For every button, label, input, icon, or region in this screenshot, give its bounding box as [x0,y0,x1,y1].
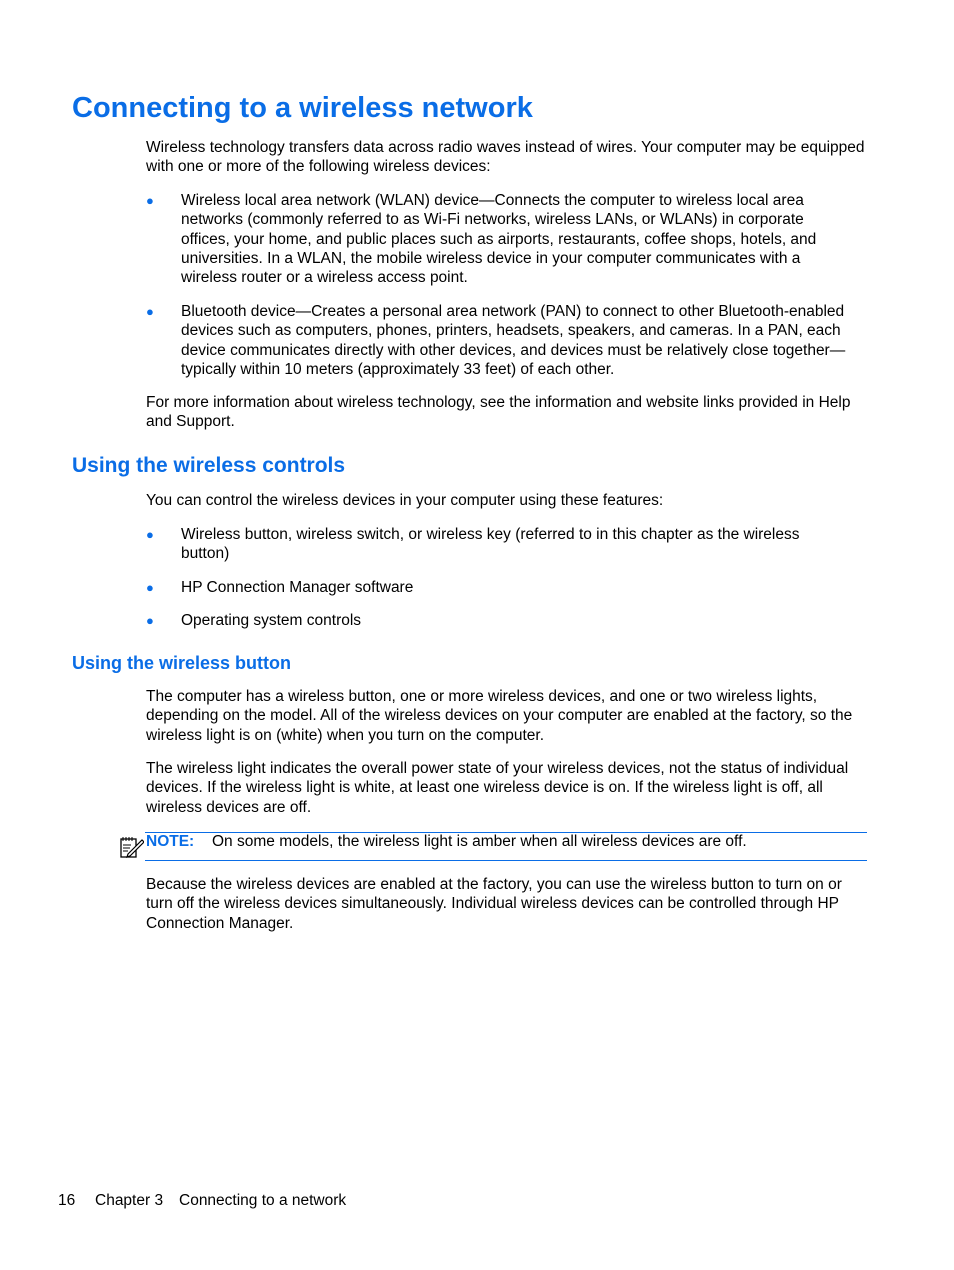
bullet-icon: ● [146,613,154,628]
list-item-text: Bluetooth device—Creates a personal area network (PAN) to connect to other Bluetooth-enabled devices such as computers, phones, printers, headsets, speakers, and cameras. In a PAN, each device communicates directly with other devices, and devices must be relatively close together—typically within 10 meters (approximately 33 feet) of each other. [181,303,846,378]
section-heading: Using the wireless controls [72,454,346,477]
page-footer [58,1191,346,1211]
note-box [118,832,867,861]
intro-paragraph: Wireless technology transfers data across radio waves instead of wires. Your computer may be equipped with one or more of the following wireless devices: [146,139,865,176]
bullet-icon: ● [146,193,154,208]
footer-chapter: Chapter 3 [95,1192,164,1209]
bullet-icon: ● [146,304,154,319]
list-item-text: Wireless button, wireless switch, or wireless key (referred to in this chapter as the wireless button) [181,526,800,563]
page-heading: Connecting to a wireless network [72,92,533,124]
note-text: On some models, the wireless light is amber when all wireless devices are off. [212,833,747,850]
page-number: 16 [58,1192,76,1209]
button-paragraph-3: Because the wireless devices are enabled at the factory, you can use the wireless button to turn on or turn off the wireless devices simultaneously. Individual wireless devices can be controlled through HP Connection Manager. [146,876,842,932]
subsection-heading: Using the wireless button [72,653,292,673]
list-item-text: HP Connection Manager software [181,579,414,596]
note-divider-bottom [145,860,867,861]
bullet-icon: ● [146,580,154,595]
list-item-text: Operating system controls [181,612,362,629]
bullet-icon: ● [146,527,154,542]
more-info-paragraph: For more information about wireless technology, see the information and website links provided in Help and Support. [146,394,851,431]
footer-chapter-title: Connecting to a network [179,1192,347,1209]
list-item-text: Wireless local area network (WLAN) device—Connects the computer to wireless local area networks (commonly referred to as Wi-Fi networks, wireless LANs, or WLANs) in corporate offices, your home, and public places such as airports, restaurants, coffee shops, hotels, and universities. In a WLAN, the mobile wireless device in your computer communicates with a wireless router or a wireless access point. [181,192,817,287]
button-paragraph-2: The wireless light indicates the overall power state of your wireless devices, not the status of individual devices. If the wireless light is white, at least one wireless device is on. If the wireless light is off, all wireless devices are off. [146,760,849,816]
note-label: NOTE: [146,833,195,850]
controls-intro-paragraph: You can control the wireless devices in your computer using these features: [146,492,664,509]
note-pencil-icon [118,834,144,860]
button-paragraph-1: The computer has a wireless button, one or more wireless devices, and one or two wireless lights, depending on the model. All of the wireless devices on your computer are enabled at the factory, so the wireless light is on (white) when you turn on the computer. [146,688,853,744]
